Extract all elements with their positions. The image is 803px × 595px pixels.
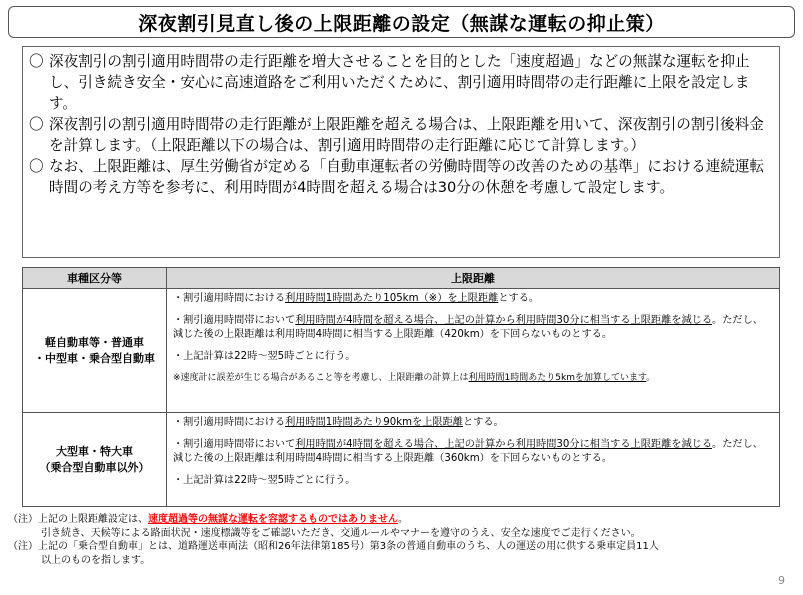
rules-large xyxy=(167,413,780,507)
bullet-mark: 〇 xyxy=(29,158,44,175)
intro-paragraph: 〇 深夜割引の割引適用時間帯の走行距離が上限距離を超える場合は、上限距離を用いて、深夜割引の割引後料金を計算します。（上限距離以下の場合は、割引適用時間帯の走行距離に応じて計算します。） xyxy=(29,116,764,154)
rule-item: ・割引適用時間における利用時間1時間あたり105km（※）を上限距離とする。 xyxy=(173,293,540,304)
intro-paragraph: 〇 深夜割引の割引適用時間帯の走行距離を増大させることを目的とした「速度超過」などの無謀な運転を抑止し、引き続き安全・安心に高速道路をご利用いただくために、割引適用時間帯の走行距離に上限を設定します。 xyxy=(29,53,750,112)
rules-light xyxy=(167,289,780,413)
limits-table xyxy=(22,267,780,507)
bullet-mark: 〇 xyxy=(29,116,44,133)
table-header-row xyxy=(23,268,780,289)
footer-notes xyxy=(8,513,793,567)
rule-note: ※速度計に誤差が生じる場合があること等を考慮し、上限距離の計算上は利用時間1時間あたり5kmを加算しています。 xyxy=(173,373,656,383)
rule-item: ・上記計算は22時～翌5時ごとに行う。 xyxy=(173,475,356,486)
bullet-mark: 〇 xyxy=(29,53,44,70)
header-vehicle-category: 車種区分等 xyxy=(23,268,167,289)
footer-note-1: （注）上記の上限距離設定は、速度超過等の無謀な運転を容認するものではありません。 xyxy=(8,514,408,525)
table-row-large xyxy=(23,413,780,507)
intro-box xyxy=(22,46,780,258)
category-large: 大型車・特大車 （乗合型自動車以外） xyxy=(23,413,167,507)
rule-item: ・割引適用時間帯において利用時間が4時間を超える場合、上記の計算から利用時間30分に相当する上限距離を減じる。ただし、減じた後の上限距離は利用時間4時間に相当する上限距離（420km）を下回らないものとする。 xyxy=(173,315,763,340)
footer-note-1-cont: 引き続き、天候等による路面状況・速度標識等をご確認いただき、交通ルールやマナーを遵守のうえ、安全な速度でご走行ください。 xyxy=(41,527,641,539)
rule-item: ・上記計算は22時～翌5時ごとに行う。 xyxy=(173,351,356,362)
header-upper-limit: 上限距離 xyxy=(167,268,780,289)
footer-note-2-cont: 以上のものを指します。 xyxy=(41,554,151,566)
warning-text: 速度超過等の無謀な運転を容認するものではありません xyxy=(148,514,398,525)
table-row-light xyxy=(23,289,780,413)
title-box xyxy=(8,6,795,38)
category-light: 軽自動車等・普通車 ・中型車・乗合型自動車 xyxy=(23,289,167,413)
rule-item: ・割引適用時間帯において利用時間が4時間を超える場合、上記の計算から利用時間30分に相当する上限距離を減じる。ただし、減じた後の上限距離は利用時間4時間に相当する上限距離（360km）を下回らないものとする。 xyxy=(173,439,763,464)
intro-paragraph: 〇 なお、上限距離は、厚生労働省が定める「自動車運転者の労働時間等の改善のための基準」における連続運転時間の考え方等を参考に、利用時間が4時間を超える場合は30分の休憩を考慮して設定します。 xyxy=(29,158,765,196)
rule-item: ・割引適用時間における利用時間1時間あたり90kmを上限距離とする。 xyxy=(173,417,504,428)
page-number: 9 xyxy=(778,574,785,587)
footer-note-2: （注）上記の「乗合型自動車」とは、道路運送車両法（昭和26年法律第185号）第3条の普通自動車のうち、人の運送の用に供する乗車定員11人 xyxy=(8,541,659,552)
page-title: 深夜割引見直し後の上限距離の設定（無謀な運転の抑止策） xyxy=(138,12,665,35)
